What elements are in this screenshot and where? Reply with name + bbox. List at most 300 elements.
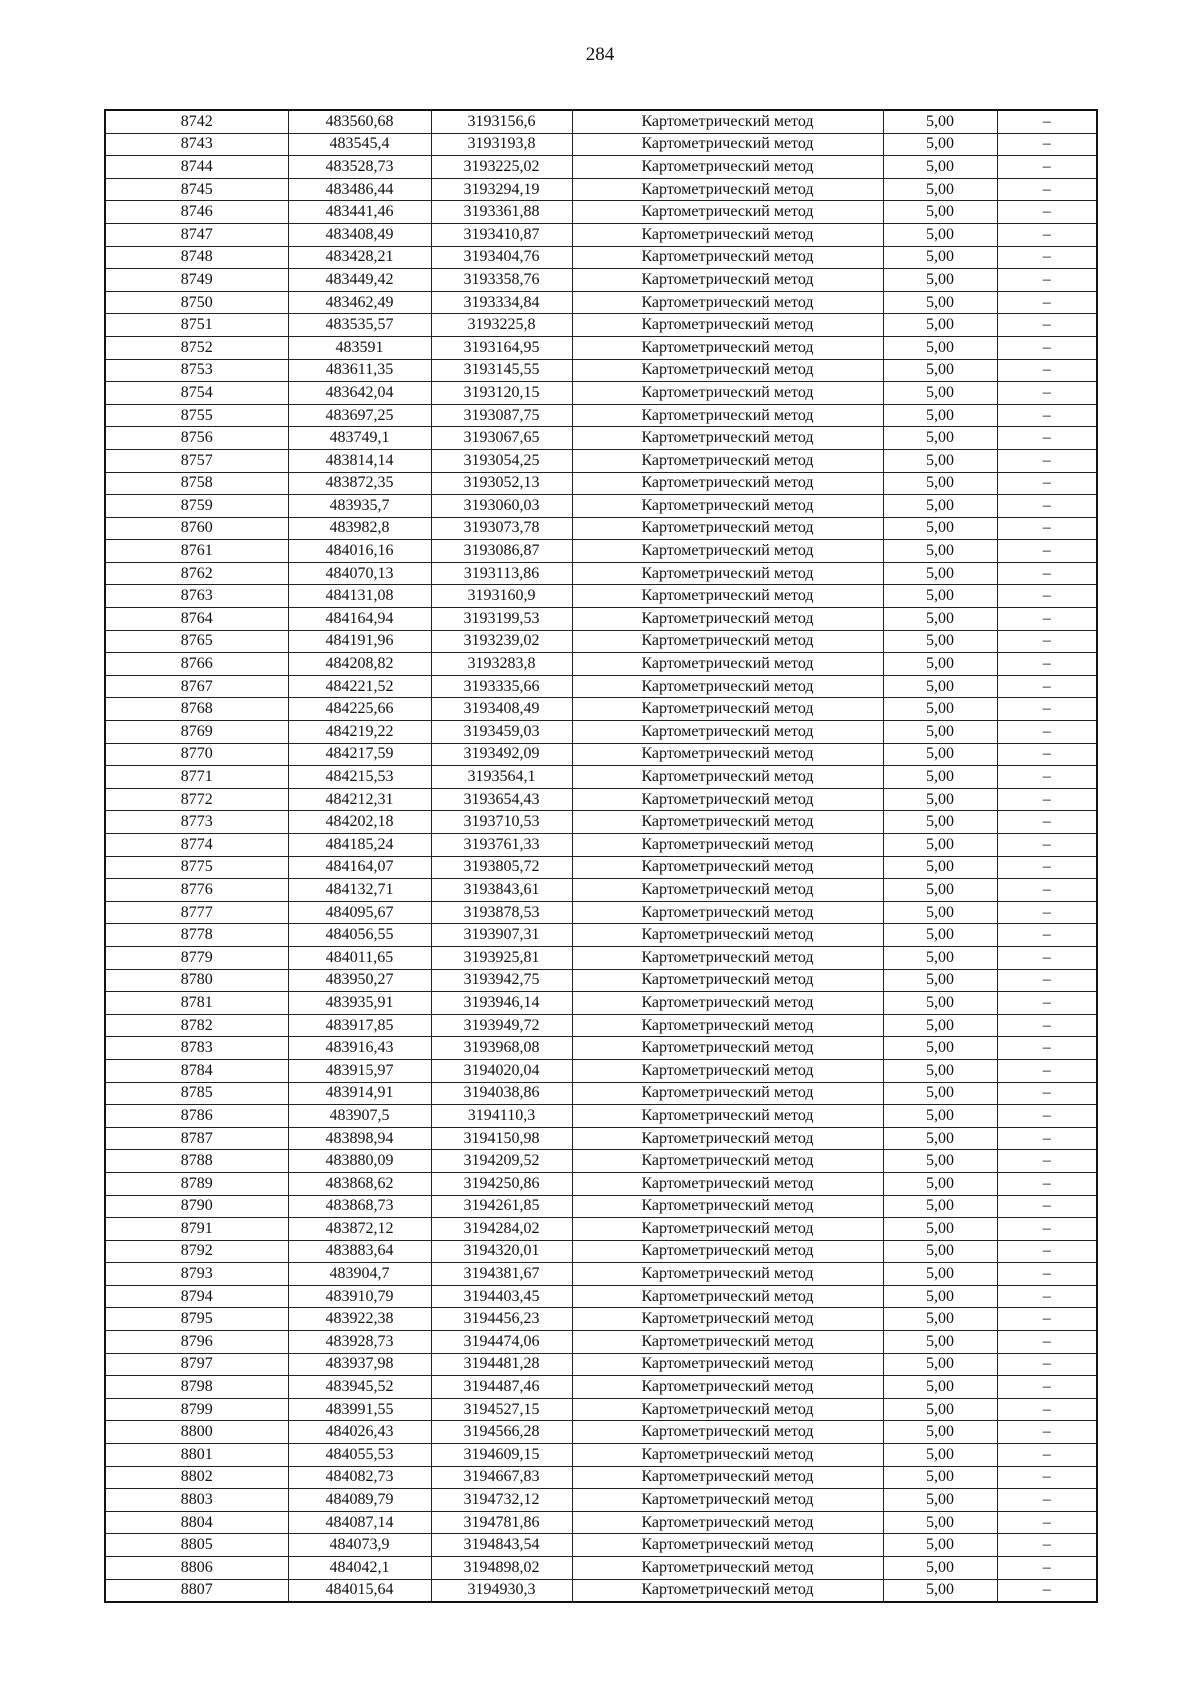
- method-cell: Картометрический метод: [572, 449, 883, 472]
- method-cell: Картометрический метод: [572, 562, 883, 585]
- method-cell: Картометрический метод: [572, 1376, 883, 1399]
- method-cell: Картометрический метод: [572, 472, 883, 495]
- table-row: [105, 1059, 1097, 1082]
- y-coordinate-cell: 3194381,67: [431, 1263, 572, 1286]
- accuracy-cell: 5,00: [883, 630, 997, 653]
- point-number-cell: 8802: [105, 1466, 288, 1489]
- x-coordinate-cell: 484208,82: [288, 653, 431, 676]
- y-coordinate-cell: 3194481,28: [431, 1353, 572, 1376]
- accuracy-cell: 5,00: [883, 1218, 997, 1241]
- x-coordinate-cell: 484215,53: [288, 766, 431, 789]
- description-cell: –: [997, 856, 1097, 879]
- table-row: [105, 879, 1097, 902]
- accuracy-cell: 5,00: [883, 879, 997, 902]
- y-coordinate-cell: 3193164,95: [431, 336, 572, 359]
- point-number-cell: 8784: [105, 1059, 288, 1082]
- table-row: [105, 1195, 1097, 1218]
- accuracy-cell: 5,00: [883, 291, 997, 314]
- accuracy-cell: 5,00: [883, 1353, 997, 1376]
- x-coordinate-cell: 484221,52: [288, 675, 431, 698]
- accuracy-cell: 5,00: [883, 427, 997, 450]
- description-cell: –: [997, 901, 1097, 924]
- method-cell: Картометрический метод: [572, 721, 883, 744]
- x-coordinate-cell: 483535,57: [288, 314, 431, 337]
- point-number-cell: 8765: [105, 630, 288, 653]
- x-coordinate-cell: 483428,21: [288, 246, 431, 269]
- x-coordinate-cell: 483945,52: [288, 1376, 431, 1399]
- accuracy-cell: 5,00: [883, 1105, 997, 1128]
- point-number-cell: 8792: [105, 1240, 288, 1263]
- description-cell: –: [997, 969, 1097, 992]
- description-cell: –: [997, 585, 1097, 608]
- accuracy-cell: 5,00: [883, 946, 997, 969]
- x-coordinate-cell: 483872,35: [288, 472, 431, 495]
- y-coordinate-cell: 3194781,86: [431, 1511, 572, 1534]
- accuracy-cell: 5,00: [883, 856, 997, 879]
- y-coordinate-cell: 3194930,3: [431, 1579, 572, 1602]
- y-coordinate-cell: 3193160,9: [431, 585, 572, 608]
- point-number-cell: 8745: [105, 178, 288, 201]
- point-number-cell: 8793: [105, 1263, 288, 1286]
- y-coordinate-cell: 3193925,81: [431, 946, 572, 969]
- accuracy-cell: 5,00: [883, 1534, 997, 1557]
- accuracy-cell: 5,00: [883, 675, 997, 698]
- table-row: [105, 133, 1097, 156]
- description-cell: –: [997, 1353, 1097, 1376]
- method-cell: Картометрический метод: [572, 1421, 883, 1444]
- x-coordinate-cell: 483441,46: [288, 201, 431, 224]
- table-row: [105, 1308, 1097, 1331]
- description-cell: –: [997, 698, 1097, 721]
- method-cell: Картометрический метод: [572, 1331, 883, 1354]
- point-number-cell: 8749: [105, 269, 288, 292]
- point-number-cell: 8777: [105, 901, 288, 924]
- accuracy-cell: 5,00: [883, 246, 997, 269]
- table-row: [105, 788, 1097, 811]
- method-cell: Картометрический метод: [572, 427, 883, 450]
- method-cell: Картометрический метод: [572, 856, 883, 879]
- y-coordinate-cell: 3194609,15: [431, 1444, 572, 1467]
- x-coordinate-cell: 484164,07: [288, 856, 431, 879]
- method-cell: Картометрический метод: [572, 630, 883, 653]
- x-coordinate-cell: 484191,96: [288, 630, 431, 653]
- description-cell: –: [997, 291, 1097, 314]
- description-cell: –: [997, 427, 1097, 450]
- method-cell: Картометрический метод: [572, 1105, 883, 1128]
- accuracy-cell: 5,00: [883, 336, 997, 359]
- method-cell: Картометрический метод: [572, 585, 883, 608]
- description-cell: –: [997, 1127, 1097, 1150]
- description-cell: –: [997, 1421, 1097, 1444]
- x-coordinate-cell: 483486,44: [288, 178, 431, 201]
- point-number-cell: 8752: [105, 336, 288, 359]
- x-coordinate-cell: 484217,59: [288, 743, 431, 766]
- y-coordinate-cell: 3194566,28: [431, 1421, 572, 1444]
- description-cell: –: [997, 223, 1097, 246]
- method-cell: Картометрический метод: [572, 653, 883, 676]
- accuracy-cell: 5,00: [883, 1150, 997, 1173]
- accuracy-cell: 5,00: [883, 1082, 997, 1105]
- method-cell: Картометрический метод: [572, 1353, 883, 1376]
- y-coordinate-cell: 3194150,98: [431, 1127, 572, 1150]
- y-coordinate-cell: 3193225,02: [431, 156, 572, 179]
- method-cell: Картометрический метод: [572, 1489, 883, 1512]
- accuracy-cell: 5,00: [883, 1195, 997, 1218]
- description-cell: –: [997, 1489, 1097, 1512]
- method-cell: Картометрический метод: [572, 1579, 883, 1602]
- description-cell: –: [997, 178, 1097, 201]
- table-row: [105, 1172, 1097, 1195]
- point-number-cell: 8766: [105, 653, 288, 676]
- table-row: [105, 766, 1097, 789]
- point-number-cell: 8795: [105, 1308, 288, 1331]
- y-coordinate-cell: 3193358,76: [431, 269, 572, 292]
- accuracy-cell: 5,00: [883, 359, 997, 382]
- description-cell: –: [997, 110, 1097, 133]
- description-cell: –: [997, 788, 1097, 811]
- accuracy-cell: 5,00: [883, 721, 997, 744]
- accuracy-cell: 5,00: [883, 1511, 997, 1534]
- x-coordinate-cell: 483950,27: [288, 969, 431, 992]
- point-number-cell: 8770: [105, 743, 288, 766]
- point-number-cell: 8750: [105, 291, 288, 314]
- y-coordinate-cell: 3193120,15: [431, 382, 572, 405]
- y-coordinate-cell: 3193283,8: [431, 653, 572, 676]
- table-row: [105, 856, 1097, 879]
- x-coordinate-cell: 483408,49: [288, 223, 431, 246]
- y-coordinate-cell: 3193946,14: [431, 992, 572, 1015]
- point-number-cell: 8800: [105, 1421, 288, 1444]
- accuracy-cell: 5,00: [883, 472, 997, 495]
- method-cell: Картометрический метод: [572, 1398, 883, 1421]
- point-number-cell: 8798: [105, 1376, 288, 1399]
- method-cell: Картометрический метод: [572, 1240, 883, 1263]
- method-cell: Картометрический метод: [572, 992, 883, 1015]
- x-coordinate-cell: 483991,55: [288, 1398, 431, 1421]
- point-number-cell: 8778: [105, 924, 288, 947]
- point-number-cell: 8783: [105, 1037, 288, 1060]
- x-coordinate-cell: 483880,09: [288, 1150, 431, 1173]
- table-row: [105, 156, 1097, 179]
- y-coordinate-cell: 3193334,84: [431, 291, 572, 314]
- description-cell: –: [997, 1557, 1097, 1580]
- description-cell: –: [997, 653, 1097, 676]
- y-coordinate-cell: 3193942,75: [431, 969, 572, 992]
- description-cell: –: [997, 1466, 1097, 1489]
- x-coordinate-cell: 484082,73: [288, 1466, 431, 1489]
- x-coordinate-cell: 484132,71: [288, 879, 431, 902]
- x-coordinate-cell: 484055,53: [288, 1444, 431, 1467]
- accuracy-cell: 5,00: [883, 133, 997, 156]
- x-coordinate-cell: 484011,65: [288, 946, 431, 969]
- accuracy-cell: 5,00: [883, 269, 997, 292]
- method-cell: Картометрический метод: [572, 223, 883, 246]
- method-cell: Картометрический метод: [572, 901, 883, 924]
- accuracy-cell: 5,00: [883, 314, 997, 337]
- method-cell: Картометрический метод: [572, 811, 883, 834]
- accuracy-cell: 5,00: [883, 110, 997, 133]
- accuracy-cell: 5,00: [883, 788, 997, 811]
- point-number-cell: 8797: [105, 1353, 288, 1376]
- accuracy-cell: 5,00: [883, 969, 997, 992]
- y-coordinate-cell: 3193907,31: [431, 924, 572, 947]
- x-coordinate-cell: 484202,18: [288, 811, 431, 834]
- y-coordinate-cell: 3193145,55: [431, 359, 572, 382]
- x-coordinate-cell: 484015,64: [288, 1579, 431, 1602]
- table-row: [105, 1444, 1097, 1467]
- x-coordinate-cell: 484095,67: [288, 901, 431, 924]
- table-row: [105, 1557, 1097, 1580]
- table-row: [105, 1037, 1097, 1060]
- point-number-cell: 8755: [105, 404, 288, 427]
- description-cell: –: [997, 721, 1097, 744]
- description-cell: –: [997, 1082, 1097, 1105]
- method-cell: Картометрический метод: [572, 336, 883, 359]
- point-number-cell: 8769: [105, 721, 288, 744]
- point-number-cell: 8754: [105, 382, 288, 405]
- y-coordinate-cell: 3194038,86: [431, 1082, 572, 1105]
- table-row: [105, 269, 1097, 292]
- description-cell: –: [997, 540, 1097, 563]
- method-cell: Картометрический метод: [572, 1082, 883, 1105]
- point-number-cell: 8768: [105, 698, 288, 721]
- table-row: [105, 608, 1097, 631]
- method-cell: Картометрический метод: [572, 1511, 883, 1534]
- table-row: [105, 1263, 1097, 1286]
- y-coordinate-cell: 3194474,06: [431, 1331, 572, 1354]
- accuracy-cell: 5,00: [883, 1398, 997, 1421]
- page-number: 284: [585, 44, 615, 65]
- point-number-cell: 8803: [105, 1489, 288, 1512]
- method-cell: Картометрический метод: [572, 201, 883, 224]
- accuracy-cell: 5,00: [883, 223, 997, 246]
- accuracy-cell: 5,00: [883, 1466, 997, 1489]
- accuracy-cell: 5,00: [883, 382, 997, 405]
- point-number-cell: 8759: [105, 495, 288, 518]
- description-cell: –: [997, 336, 1097, 359]
- x-coordinate-cell: 483642,04: [288, 382, 431, 405]
- y-coordinate-cell: 3193410,87: [431, 223, 572, 246]
- description-cell: –: [997, 992, 1097, 1015]
- table-row: [105, 223, 1097, 246]
- point-number-cell: 8760: [105, 517, 288, 540]
- point-number-cell: 8806: [105, 1557, 288, 1580]
- method-cell: Картометрический метод: [572, 269, 883, 292]
- y-coordinate-cell: 3193710,53: [431, 811, 572, 834]
- description-cell: –: [997, 1308, 1097, 1331]
- description-cell: –: [997, 359, 1097, 382]
- table-row: [105, 1331, 1097, 1354]
- description-cell: –: [997, 1263, 1097, 1286]
- y-coordinate-cell: 3193459,03: [431, 721, 572, 744]
- accuracy-cell: 5,00: [883, 1579, 997, 1602]
- accuracy-cell: 5,00: [883, 653, 997, 676]
- y-coordinate-cell: 3193113,86: [431, 562, 572, 585]
- accuracy-cell: 5,00: [883, 811, 997, 834]
- description-cell: –: [997, 495, 1097, 518]
- accuracy-cell: 5,00: [883, 1421, 997, 1444]
- accuracy-cell: 5,00: [883, 924, 997, 947]
- accuracy-cell: 5,00: [883, 1127, 997, 1150]
- description-cell: –: [997, 675, 1097, 698]
- point-number-cell: 8771: [105, 766, 288, 789]
- table-row: [105, 698, 1097, 721]
- description-cell: –: [997, 924, 1097, 947]
- description-cell: –: [997, 562, 1097, 585]
- description-cell: –: [997, 1172, 1097, 1195]
- y-coordinate-cell: 3194732,12: [431, 1489, 572, 1512]
- point-number-cell: 8751: [105, 314, 288, 337]
- table-row: [105, 472, 1097, 495]
- description-cell: –: [997, 743, 1097, 766]
- point-number-cell: 8762: [105, 562, 288, 585]
- y-coordinate-cell: 3194320,01: [431, 1240, 572, 1263]
- accuracy-cell: 5,00: [883, 1059, 997, 1082]
- x-coordinate-cell: 484073,9: [288, 1534, 431, 1557]
- y-coordinate-cell: 3194667,83: [431, 1466, 572, 1489]
- table-row: [105, 721, 1097, 744]
- x-coordinate-cell: 483910,79: [288, 1285, 431, 1308]
- table-row: [105, 1534, 1097, 1557]
- table-row: [105, 314, 1097, 337]
- method-cell: Картометрический метод: [572, 540, 883, 563]
- x-coordinate-cell: 483883,64: [288, 1240, 431, 1263]
- y-coordinate-cell: 3193060,03: [431, 495, 572, 518]
- method-cell: Картометрический метод: [572, 178, 883, 201]
- y-coordinate-cell: 3193087,75: [431, 404, 572, 427]
- y-coordinate-cell: 3193199,53: [431, 608, 572, 631]
- point-number-cell: 8753: [105, 359, 288, 382]
- method-cell: Картометрический метод: [572, 946, 883, 969]
- y-coordinate-cell: 3193067,65: [431, 427, 572, 450]
- table-row: [105, 653, 1097, 676]
- description-cell: –: [997, 1331, 1097, 1354]
- point-number-cell: 8776: [105, 879, 288, 902]
- method-cell: Картометрический метод: [572, 517, 883, 540]
- table-row: [105, 1082, 1097, 1105]
- x-coordinate-cell: 484212,31: [288, 788, 431, 811]
- description-cell: –: [997, 449, 1097, 472]
- method-cell: Картометрический метод: [572, 246, 883, 269]
- x-coordinate-cell: 483937,98: [288, 1353, 431, 1376]
- description-cell: –: [997, 246, 1097, 269]
- point-number-cell: 8758: [105, 472, 288, 495]
- y-coordinate-cell: 3193878,53: [431, 901, 572, 924]
- accuracy-cell: 5,00: [883, 156, 997, 179]
- x-coordinate-cell: 484056,55: [288, 924, 431, 947]
- description-cell: –: [997, 1059, 1097, 1082]
- x-coordinate-cell: 483872,12: [288, 1218, 431, 1241]
- point-number-cell: 8785: [105, 1082, 288, 1105]
- description-cell: –: [997, 946, 1097, 969]
- point-number-cell: 8790: [105, 1195, 288, 1218]
- method-cell: Картометрический метод: [572, 359, 883, 382]
- accuracy-cell: 5,00: [883, 585, 997, 608]
- table-row: [105, 946, 1097, 969]
- y-coordinate-cell: 3193761,33: [431, 834, 572, 857]
- x-coordinate-cell: 483917,85: [288, 1014, 431, 1037]
- method-cell: Картометрический метод: [572, 1150, 883, 1173]
- x-coordinate-cell: 484089,79: [288, 1489, 431, 1512]
- description-cell: –: [997, 1579, 1097, 1602]
- point-number-cell: 8775: [105, 856, 288, 879]
- y-coordinate-cell: 3193073,78: [431, 517, 572, 540]
- method-cell: Картометрический метод: [572, 924, 883, 947]
- table-row: [105, 382, 1097, 405]
- point-number-cell: 8804: [105, 1511, 288, 1534]
- x-coordinate-cell: 483982,8: [288, 517, 431, 540]
- point-number-cell: 8757: [105, 449, 288, 472]
- description-cell: –: [997, 404, 1097, 427]
- description-cell: –: [997, 472, 1097, 495]
- description-cell: –: [997, 879, 1097, 902]
- point-number-cell: 8805: [105, 1534, 288, 1557]
- y-coordinate-cell: 3193404,76: [431, 246, 572, 269]
- table-row: [105, 1376, 1097, 1399]
- table-row: [105, 1511, 1097, 1534]
- description-cell: –: [997, 269, 1097, 292]
- table-row: [105, 901, 1097, 924]
- x-coordinate-cell: 483916,43: [288, 1037, 431, 1060]
- y-coordinate-cell: 3194898,02: [431, 1557, 572, 1580]
- coordinates-table: [104, 109, 1098, 1603]
- table-row: [105, 1353, 1097, 1376]
- table-row: [105, 585, 1097, 608]
- table-body: [105, 110, 1097, 1602]
- method-cell: Картометрический метод: [572, 788, 883, 811]
- accuracy-cell: 5,00: [883, 1285, 997, 1308]
- description-cell: –: [997, 1444, 1097, 1467]
- description-cell: –: [997, 201, 1097, 224]
- method-cell: Картометрический метод: [572, 766, 883, 789]
- table-row: [105, 404, 1097, 427]
- description-cell: –: [997, 1195, 1097, 1218]
- point-number-cell: 8788: [105, 1150, 288, 1173]
- point-number-cell: 8743: [105, 133, 288, 156]
- x-coordinate-cell: 483898,94: [288, 1127, 431, 1150]
- point-number-cell: 8789: [105, 1172, 288, 1195]
- table-row: [105, 1240, 1097, 1263]
- x-coordinate-cell: 483814,14: [288, 449, 431, 472]
- y-coordinate-cell: 3193052,13: [431, 472, 572, 495]
- point-number-cell: 8786: [105, 1105, 288, 1128]
- table-row: [105, 1579, 1097, 1602]
- description-cell: –: [997, 1285, 1097, 1308]
- x-coordinate-cell: 483591: [288, 336, 431, 359]
- point-number-cell: 8787: [105, 1127, 288, 1150]
- table-row: [105, 110, 1097, 133]
- y-coordinate-cell: 3194020,04: [431, 1059, 572, 1082]
- method-cell: Картометрический метод: [572, 314, 883, 337]
- x-coordinate-cell: 483560,68: [288, 110, 431, 133]
- table-row: [105, 1105, 1097, 1128]
- point-number-cell: 8756: [105, 427, 288, 450]
- accuracy-cell: 5,00: [883, 1331, 997, 1354]
- table-row: [105, 336, 1097, 359]
- method-cell: Картометрический метод: [572, 382, 883, 405]
- table-row: [105, 1489, 1097, 1512]
- method-cell: Картометрический метод: [572, 1218, 883, 1241]
- y-coordinate-cell: 3193225,8: [431, 314, 572, 337]
- point-number-cell: 8767: [105, 675, 288, 698]
- point-number-cell: 8747: [105, 223, 288, 246]
- point-number-cell: 8761: [105, 540, 288, 563]
- y-coordinate-cell: 3194110,3: [431, 1105, 572, 1128]
- x-coordinate-cell: 483462,49: [288, 291, 431, 314]
- x-coordinate-cell: 484026,43: [288, 1421, 431, 1444]
- method-cell: Картометрический метод: [572, 834, 883, 857]
- method-cell: Картометрический метод: [572, 1127, 883, 1150]
